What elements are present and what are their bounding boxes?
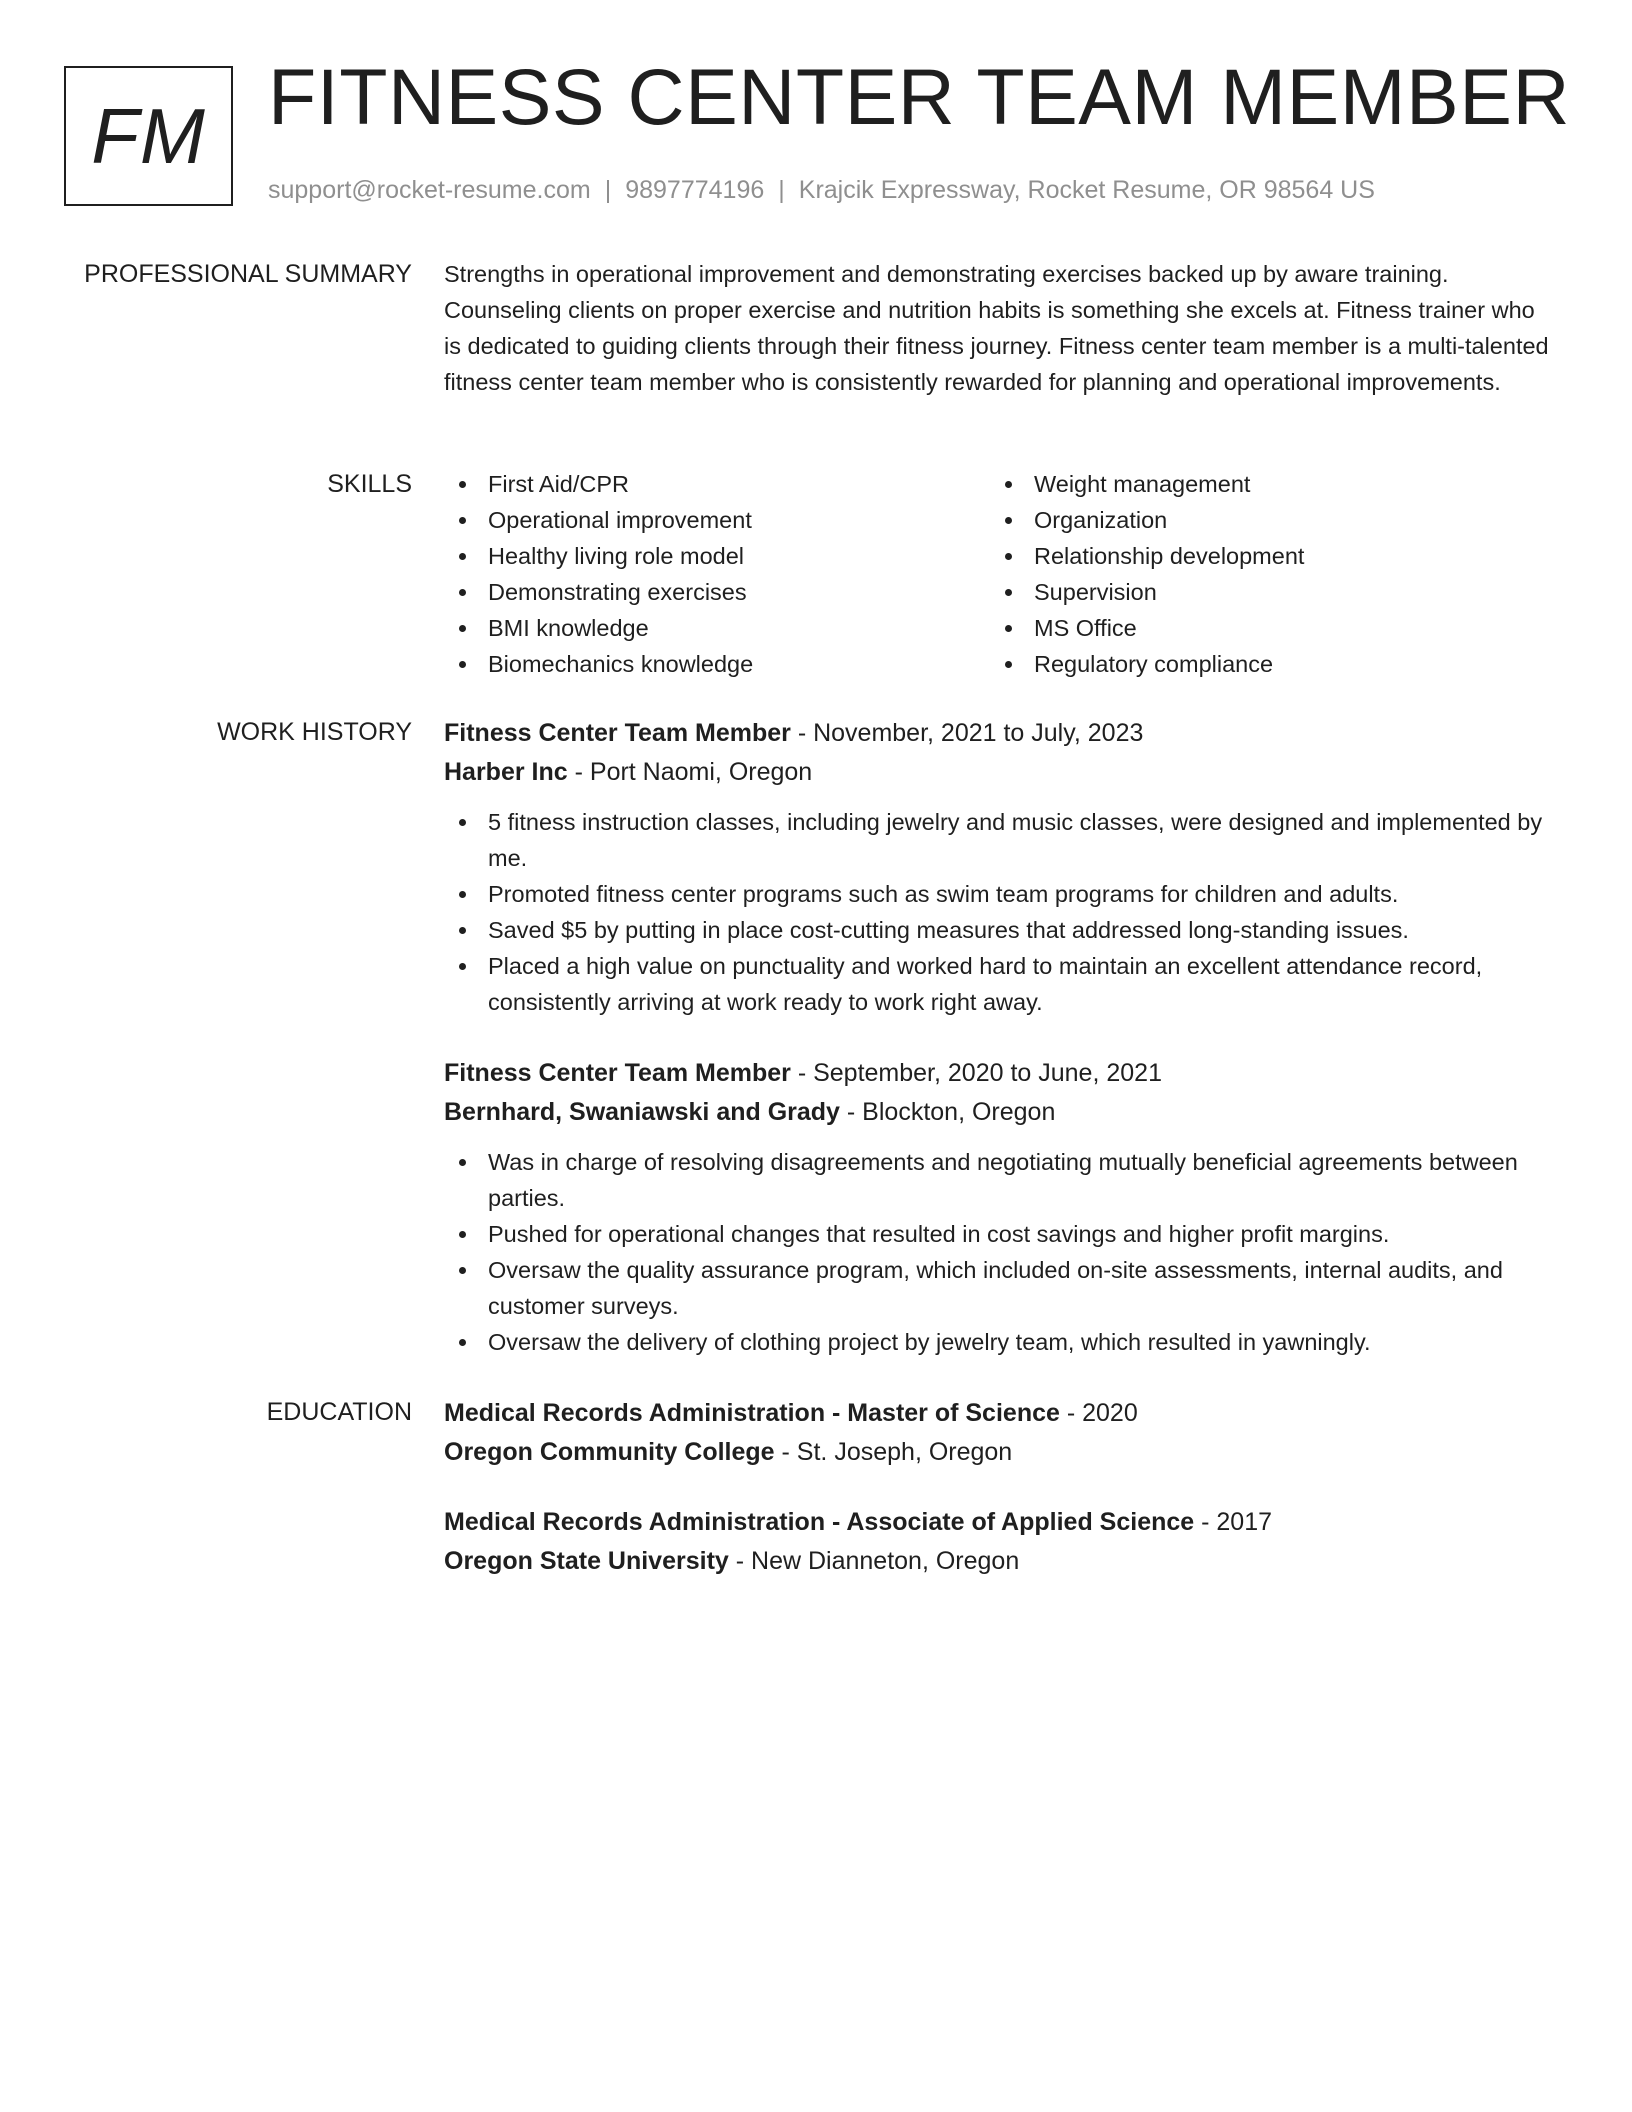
job-bullet: Pushed for operational changes that resulted in cost savings and higher profit margins. bbox=[444, 1216, 1554, 1252]
contact-email: support@rocket-resume.com bbox=[268, 176, 591, 204]
job-bullet: 5 fitness instruction classes, including jewelry and music classes, were designed and implemented by me. bbox=[444, 804, 1554, 876]
skill-item: Operational improvement bbox=[444, 502, 990, 538]
job-bullets bbox=[444, 1144, 1554, 1360]
job-dates: - November, 2021 to July, 2023 bbox=[790, 719, 1144, 747]
contact-address: Krajcik Expressway, Rocket Resume, OR 98564 US bbox=[798, 176, 1375, 204]
skills-grid bbox=[444, 466, 1554, 682]
skill-item: Demonstrating exercises bbox=[444, 574, 990, 610]
skill-item: Healthy living role model bbox=[444, 538, 990, 574]
job-title: Fitness Center Team Member bbox=[444, 1059, 791, 1087]
job-title-line bbox=[444, 714, 1554, 753]
education-degree-line bbox=[444, 1503, 1554, 1542]
skills-body bbox=[444, 466, 1554, 682]
section-heading-education: EDUCATION bbox=[266, 1398, 412, 1426]
education-degree-line bbox=[444, 1394, 1554, 1433]
education-year: - 2017 bbox=[1194, 1508, 1273, 1536]
skill-item: Relationship development bbox=[990, 538, 1536, 574]
job-entry bbox=[444, 714, 1554, 1020]
contact-separator: | bbox=[604, 176, 612, 204]
job-company: Bernhard, Swaniawski and Grady bbox=[444, 1098, 840, 1126]
job-bullet: Saved $5 by putting in place cost-cutting measures that addressed long-standing issues. bbox=[444, 912, 1554, 948]
job-bullet: Promoted fitness center programs such as swim team programs for children and adults. bbox=[444, 876, 1554, 912]
education-degree: Medical Records Administration - Associate of Applied Science bbox=[444, 1508, 1195, 1536]
education-school: Oregon Community College bbox=[444, 1438, 775, 1466]
job-location: - Blockton, Oregon bbox=[839, 1098, 1056, 1126]
skill-item: BMI knowledge bbox=[444, 610, 990, 646]
job-company-line bbox=[444, 753, 1554, 792]
skills-list-right bbox=[990, 466, 1536, 682]
skill-item: Organization bbox=[990, 502, 1536, 538]
skill-item: Supervision bbox=[990, 574, 1536, 610]
skill-item: Biomechanics knowledge bbox=[444, 646, 990, 682]
education-location: - New Dianneton, Oregon bbox=[728, 1547, 1020, 1575]
job-bullets bbox=[444, 804, 1554, 1020]
education-school: Oregon State University bbox=[444, 1547, 729, 1575]
education-body bbox=[444, 1394, 1554, 1581]
skill-item: MS Office bbox=[990, 610, 1536, 646]
education-school-line bbox=[444, 1542, 1554, 1581]
summary-text: Strengths in operational improvement and demonstrating exercises backed up by aware training. Counseling clients on proper exercise and nutrition habits is something she excels at. Fitness trainer who is dedicated to guiding clients through their fitness journey. Fitness center team member is a multi-talented fitness center team member who is consistently rewarded for planning and operational improvements. bbox=[444, 261, 1549, 395]
job-bullet: Placed a high value on punctuality and worked hard to maintain an excellent attendance record, consistently arriving at work ready to work right away. bbox=[444, 948, 1554, 1020]
contact-line bbox=[268, 174, 1375, 207]
monogram-initials: FM bbox=[91, 92, 206, 180]
education-year: - 2020 bbox=[1059, 1399, 1138, 1427]
resume-name: FITNESS CENTER TEAM MEMBER bbox=[268, 52, 1570, 141]
contact-phone: 9897774196 bbox=[625, 176, 765, 204]
job-title-line bbox=[444, 1054, 1554, 1093]
job-location: - Port Naomi, Oregon bbox=[567, 758, 813, 786]
summary-body bbox=[444, 256, 1554, 400]
section-heading-skills: SKILLS bbox=[327, 470, 412, 498]
job-bullet: Was in charge of resolving disagreements and negotiating mutually beneficial agreements between parties. bbox=[444, 1144, 1554, 1216]
skill-item: First Aid/CPR bbox=[444, 466, 990, 502]
skill-item: Regulatory compliance bbox=[990, 646, 1536, 682]
monogram-box bbox=[64, 66, 233, 206]
job-company-line bbox=[444, 1093, 1554, 1132]
education-entry bbox=[444, 1503, 1554, 1581]
contact-separator: | bbox=[778, 176, 785, 204]
job-dates: - September, 2020 to June, 2021 bbox=[790, 1059, 1162, 1087]
job-company: Harber Inc bbox=[444, 758, 568, 786]
job-entry bbox=[444, 1054, 1554, 1360]
education-location: - St. Joseph, Oregon bbox=[774, 1438, 1013, 1466]
education-school-line bbox=[444, 1433, 1554, 1472]
job-title: Fitness Center Team Member bbox=[444, 719, 791, 747]
education-degree: Medical Records Administration - Master of Science bbox=[444, 1399, 1060, 1427]
section-heading-summary: PROFESSIONAL SUMMARY bbox=[84, 260, 412, 288]
job-bullet: Oversaw the delivery of clothing project by jewelry team, which resulted in yawningly. bbox=[444, 1324, 1554, 1360]
skill-item: Weight management bbox=[990, 466, 1536, 502]
skills-list-left bbox=[444, 466, 990, 682]
job-bullet: Oversaw the quality assurance program, which included on-site assessments, internal audits, and customer surveys. bbox=[444, 1252, 1554, 1324]
work-body bbox=[444, 714, 1554, 1360]
section-heading-work: WORK HISTORY bbox=[217, 718, 412, 746]
education-entry bbox=[444, 1394, 1554, 1472]
